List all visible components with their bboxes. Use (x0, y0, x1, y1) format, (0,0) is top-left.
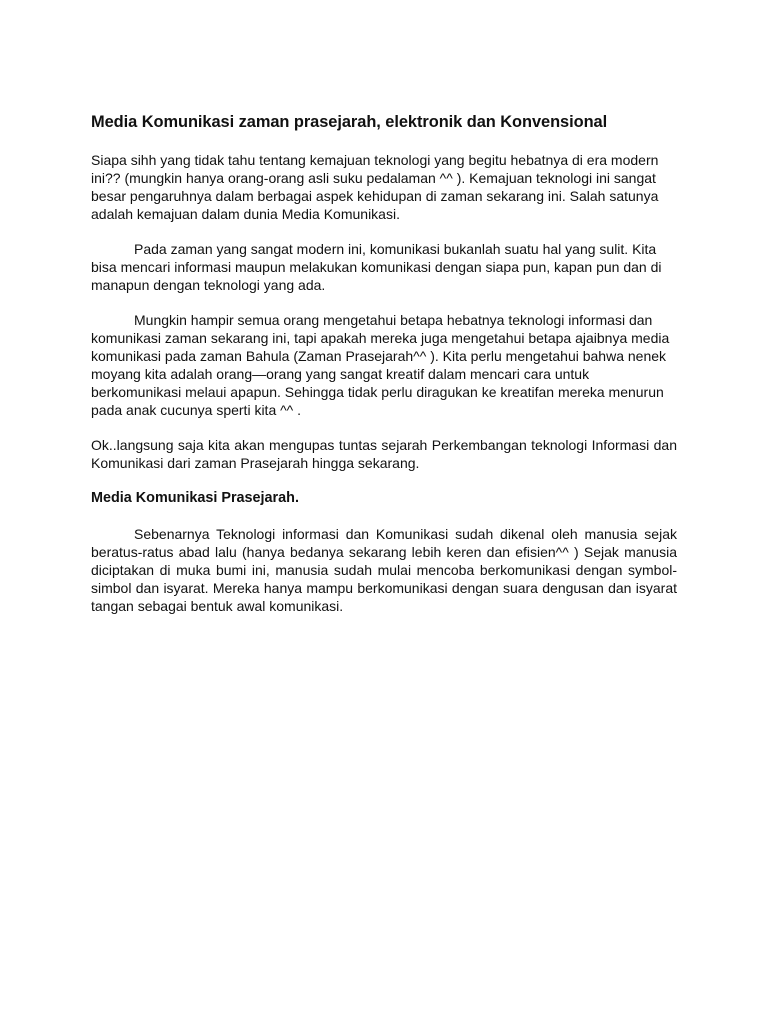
section-heading: Media Komunikasi Prasejarah. (91, 490, 299, 506)
ancestors-paragraph: Mungkin hampir semua orang mengetahui betapa hebatnya teknologi informasi dan komunikasi zaman sekarang ini, tapi apakah mereka juga mengetahui betapa ajaibnya media komunikasi pada zaman Bahula (Zaman Prasejarah^^ ). Kita perlu mengetahui bahwa nenek moyang kita adalah orang—orang yang sangat kreatif dalam mencari cara untuk berkomunikasi melaui apapun. Sehingga tidak perlu diragukan ke kreatifan mereka menurun pada anak cucunya sperti kita ^^ . (91, 312, 670, 418)
modern-era-paragraph: Pada zaman yang sangat modern ini, komunikasi bukanlah suatu hal yang sulit. Kita bisa mencari informasi maupun melakukan komunikasi dengan siapa pun, kapan pun dan di manapun dengan teknologi yang ada. (91, 241, 662, 293)
transition-paragraph: Ok..langsung saja kita akan mengupas tuntas sejarah Perkembangan teknologi Informasi dan Komunikasi dari zaman Prasejarah hingga sekarang. (91, 437, 677, 471)
document-title: Media Komunikasi zaman prasejarah, elektronik dan Konvensional (91, 113, 608, 131)
intro-paragraph: Siapa sihh yang tidak tahu tentang kemajuan teknologi yang begitu hebatnya di era modern ini?? (mungkin hanya orang-orang asli suku pedalaman ^^ ). Kemajuan teknologi ini sangat besar pengaruhnya dalam berbagai aspek kehidupan di zaman sekarang ini. Salah satunya adalah kemajuan dalam dunia Media Komunikasi. (91, 152, 659, 222)
prehistoric-paragraph: Sebenarnya Teknologi informasi dan Komunikasi sudah dikenal oleh manusia sejak beratus-ratus abad lalu (hanya bedanya sekarang lebih keren dan efisien^^ ) Sejak manusia diciptakan di muka bumi ini, manusia sudah mulai mencoba berkomunikasi dengan symbol-simbol dan isyarat. Mereka hanya mampu berkomunikasi dengan suara dengusan dan isyarat tangan sebagai bentuk awal komunikasi. (91, 526, 677, 614)
document-body (91, 111, 677, 632)
